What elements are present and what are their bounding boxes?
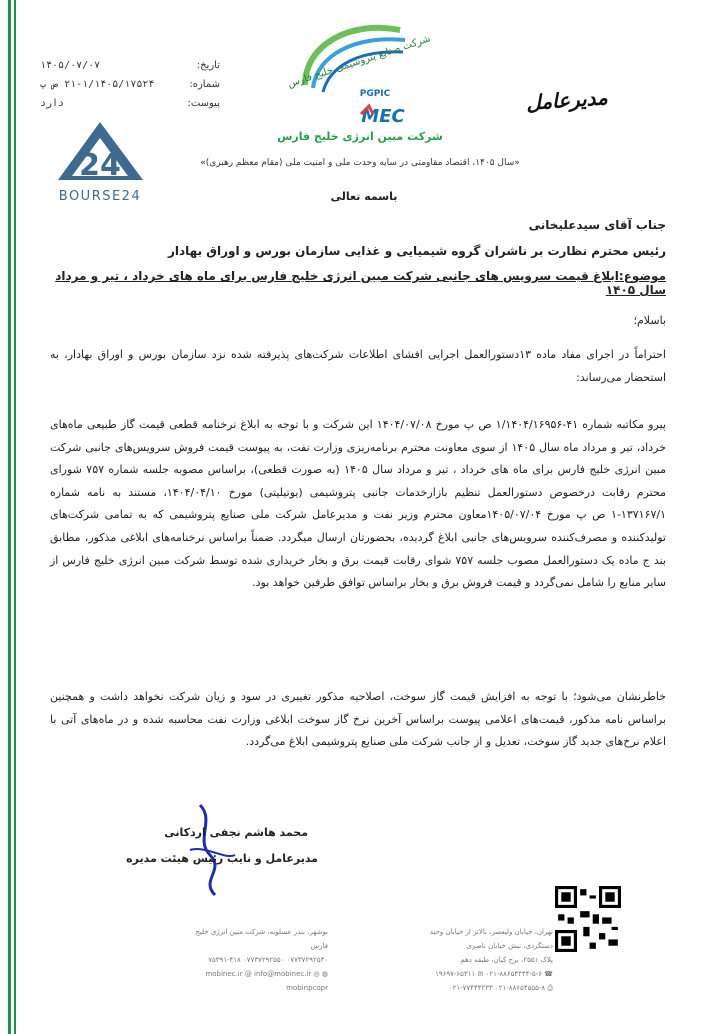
attachment-row [40, 98, 220, 109]
company-logo [265, 10, 445, 145]
footer-web[interactable]: mobinec.ir [205, 970, 243, 978]
addressee-name: جناب آقای سیدعلیخانی [528, 218, 666, 232]
fax-icon: ⎙ [547, 984, 553, 992]
attachment-value: دارد [40, 98, 65, 109]
bushehr-fax: ۷۵۳۹۱-۴۱۸ [208, 956, 241, 964]
footer-tehran [403, 925, 553, 995]
tehran-code-value: ۱۹۶۹۷-۶۵۳۱۱ [435, 970, 476, 978]
letter-meta [40, 60, 220, 117]
footer-social[interactable]: mobinpcopr [286, 984, 328, 992]
signer-name: محمد هاشم نجفی اردکانی [164, 826, 308, 839]
letter-subject: موضوع:ابلاغ قیمت سرویس های جانبی شرکت مبین انرژی خلیج فارس برای ماه های خرداد ، تیر و مرداد سال ۱۴۰۵ [55, 269, 666, 297]
salutation: باسلام؛ [633, 314, 666, 327]
tehran-address-2: پلاک ۲۵۵۱، برج کیان، طبقه دهم [460, 956, 553, 964]
number-row [40, 79, 220, 90]
bushehr-address: بوشهر، بندر عسلویه، شرکت مبین انرژی خلیج فارس [195, 928, 328, 950]
logo-graphic [265, 10, 445, 145]
logo-mec: MEC [361, 106, 405, 127]
logo-pgpic: PGPIC [359, 89, 391, 99]
date-value: ۱۴۰۵/۰۷/۰۷ [40, 60, 101, 71]
social-icon: ◎ [313, 970, 320, 978]
tehran-fax-value: ۰۲۱-۸۸۶۵۴۵۵۵-۸ [494, 984, 546, 992]
paragraph-intro: احتراماً در اجرای مفاد ماده ۱۳دستورالعمل اجرایی افشای اطلاعات شرکت‌های پذیرفته شده نزد سازمان بورس و اوراق بهادار، به استحضار می‌رساند: [50, 348, 666, 384]
paragraph-note: خاطرنشان می‌شود؛ با توجه به افزایش قیمت گاز سوخت، اصلاحیه مذکور تغییری در سود و زیان شرکت نخواهد داشت و همچنین براساس نامه مذکور، قیمت‌های اعلامی پیوست براساس آخرین نرخ گاز سوخت ابلاغی وزارت نفت محاسبه شده و در ماه‌های آتی با اعلام نرخ‌های جدید گاز سوخت، تعدیل و از جانب شرکت ملی صنایع پتروشیمی ابلاغ می‌گردد. [50, 690, 666, 749]
logo-company-name: شرکت مبین انرژی خلیج فارس [277, 130, 443, 143]
bourse24-text: BOURSE24 [58, 189, 142, 204]
frame-line-inner [14, 0, 16, 1034]
postal-icon: ✉ [477, 970, 484, 978]
modir-amel-handwriting: مدیرعامل [525, 85, 609, 115]
qr-code [555, 886, 621, 952]
number-value: ۲۱-۱/۱۴۰۵/۱۷۵۲۴ ص پ [40, 79, 155, 90]
bourse24-mark: 24 [79, 148, 121, 183]
date-row [40, 60, 220, 71]
signer-title: مدیرعامل و نایب رئیس هیئت مدیره [126, 852, 318, 865]
logo-arabic-text: شرکت صنایع پتروشیمی خلیج فارس [286, 33, 432, 90]
tehran-fax [403, 981, 553, 995]
footer-bushehr [188, 925, 328, 995]
globe-icon: ◍ [321, 970, 328, 978]
phone-icon: ☎ [544, 970, 553, 978]
year-slogan: «سال ۱۴۰۵، اقتصاد مقاومتی در سایه وحدت ملی و امنیت ملی (مقام معظم رهبری)» [200, 158, 520, 168]
footer-web-row [188, 967, 328, 995]
number-label: شماره: [189, 79, 220, 90]
tehran-address-1: تهران، خیابان ولیعصر، بالاتر از خیابان وحید دستگردی، نبش خیابان ناصری [429, 928, 553, 950]
addressee-title: رئیس محترم نظارت بر ناشران گروه شیمیایی و غذایی سازمان بورس و اوراق بهادار [167, 244, 666, 258]
email-icon: @ [244, 970, 252, 978]
attachment-label: پیوست: [187, 98, 220, 109]
frame-line-outer [8, 0, 11, 1034]
bushehr-phone-1: ۰۷۷۳۷۲۹۲۵۳۰ [286, 956, 328, 964]
paragraph-main: پیرو مکاتبه شماره ۴۱-۱/۱۴۰۴/۱۶۹۵۶ ص پ مورخ ۱۴۰۴/۰۷/۰۸ این شرکت و با توجه به ابلاغ نرخنامه قطعی قیمت گاز طبیعی ماه‌های خرداد، تیر و مرداد ماه سال ۱۴۰۵ از سوی معاونت محترم برنامه‌ریزی وزارت نفت، به پیوست قیمت فروش سرویس‌های جانبی شرکت مبین انرژی خلیج فارس برای ماه های خرداد ، تیر و مرداد سال ۱۴۰۵ (به صورت قطعی)، براساس مصوبه جلسه شماره ۷۵۷ شورای محترم رقابت درخصوص دستورالعمل تنظیم بازارخدمات جانبی پتروشیمی (یوتیلیتی) مورخ ۱۴۰۴/۰۴/۱۰، مستند به نامه شماره ۱۳۷۱۶۷/۱-۱ ص پ مورخ ۱۴۰۵/۰۷/۰۴معاون محترم وزیر نفت و مدیرعامل شرکت ملی صنایع پتروشیمی که به تمامی شرکت‌های تولیدکننده و مصرف‌کننده سرویس‌های جانبی ابلاغ گردیده، بحضورتان ارسال میگردد. ضمناً براساس نرخنامه‌های ابلاغی مذکور، مطابق بند ج ماده یک دستورالعمل مصوب جلسه ۷۵۷ شوای رقابت قیمت برق و بخار خریداری شده توسط شرکت مبین انرژی خلیج فارس از سایر منابع را شامل نمی‌گردد و قیمت فروش برق و بخار براساس توافق طرفین خواهد بود. [50, 418, 667, 590]
bismillah: باسمه تعالی [330, 190, 398, 203]
date-label: تاریخ: [196, 60, 220, 71]
tehran-postal-value: ۰۲۱-۷۷۴۴۴۲۳۳ [448, 984, 493, 992]
tehran-phone [403, 967, 553, 981]
bushehr-phones [188, 953, 328, 967]
bushehr-phone-2: ۰۷۷۳۷۲۹۲۵۵۰ [243, 956, 285, 964]
footer-email[interactable]: info@mobinec.ir [254, 970, 312, 978]
tehran-phone-value: ۰۲۱-۸۸۶۵۴۴۴۴-۵-۶ [485, 970, 543, 978]
handwritten-signature [170, 800, 250, 900]
